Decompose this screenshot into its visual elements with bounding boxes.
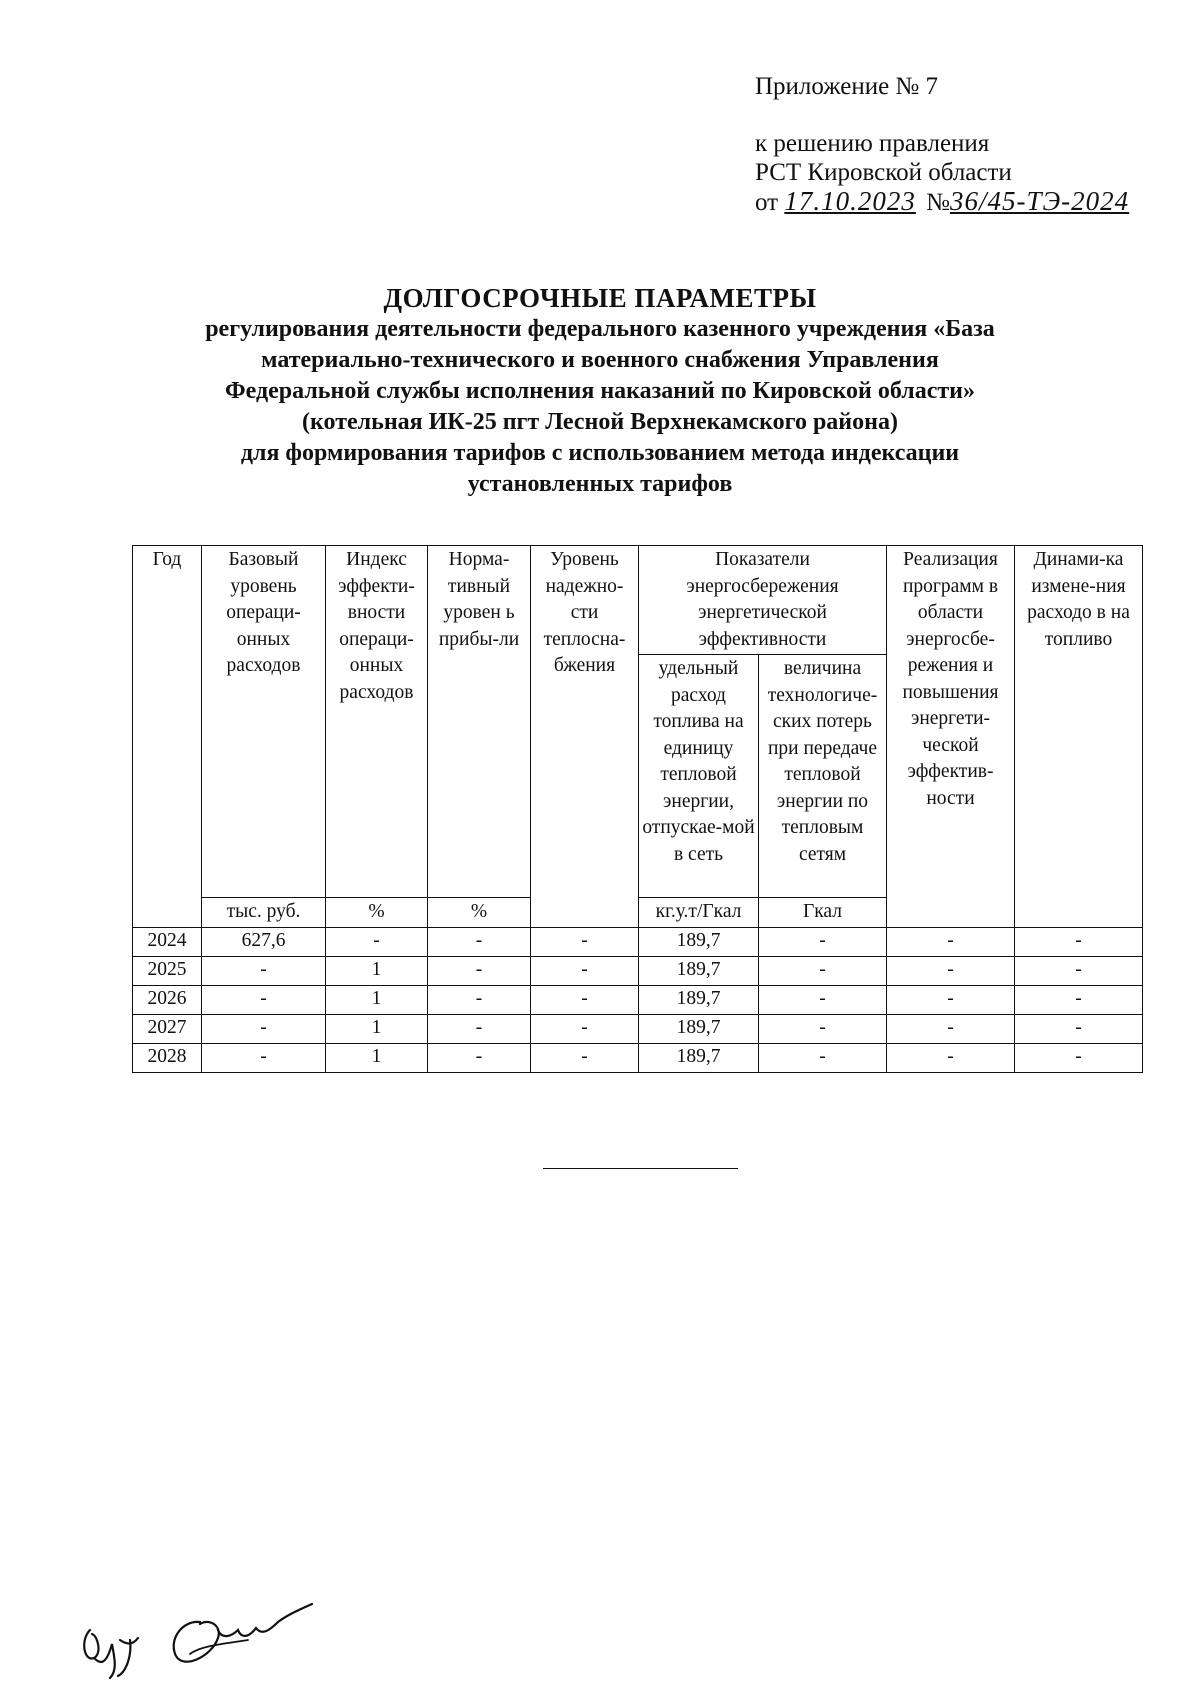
cell-programs: - [887,985,1015,1014]
cell-specific-fuel: 189,7 [639,956,759,985]
heading-line-6: установленных тарифов [467,471,733,497]
document-heading [120,282,1080,500]
cell-year: 2026 [133,985,202,1014]
heading-line-2: материально-технического и военного снабжения Управления [261,347,939,373]
cell-year: 2025 [133,956,202,985]
parameters-table [132,545,1143,1073]
unit-losses: Гкал [759,898,887,928]
cell-losses: - [759,985,887,1014]
header-programs: Реализация программ в области энергосбе-режения и повышения энергети-ческой эффектив-ности [887,546,1015,928]
cell-base-opex: - [202,956,326,985]
cell-reliability: - [531,1043,639,1072]
cell-specific-fuel: 189,7 [639,985,759,1014]
cell-specific-fuel: 189,7 [639,1043,759,1072]
cell-programs: - [887,956,1015,985]
cell-losses: - [759,927,887,956]
handwritten-date: 17.10.2023 [784,186,916,216]
annex-authority-line: РСТ Кировской области [755,159,1012,186]
document-title: ДОЛГОСРОЧНЫЕ ПАРАМЕТРЫ [383,283,817,313]
cell-base-opex: 627,6 [202,927,326,956]
cell-efficiency-index: 1 [326,985,428,1014]
cell-base-opex: - [202,985,326,1014]
cell-normative-profit: - [428,1043,531,1072]
annex-title: Приложение № 7 [755,73,939,100]
unit-specific-fuel: кг.у.т/Гкал [639,898,759,928]
table-header-row-1 [133,546,1143,655]
heading-line-1: регулирования деятельности федерального казенного учреждения «База [205,316,995,342]
cell-year: 2028 [133,1043,202,1072]
cell-reliability: - [531,956,639,985]
cell-fuel-dynamics: - [1015,985,1143,1014]
cell-efficiency-index: 1 [326,956,428,985]
heading-line-4: (котельная ИК-25 пгт Лесной Верхнекамского района) [302,409,898,435]
handwritten-signature [72,1600,352,1680]
cell-normative-profit: - [428,956,531,985]
table-row [133,927,1143,956]
cell-efficiency-index: 1 [326,1014,428,1043]
header-normative-profit: Норма-тивный уровен ь прибы-ли [428,546,531,898]
cell-losses: - [759,1014,887,1043]
heading-line-3: Федеральной службы исполнения наказаний по Кировской области» [225,378,975,404]
heading-line-5: для формирования тарифов с использованием метода индексации [240,440,960,466]
table-row [133,956,1143,985]
date-prefix: от [755,189,779,216]
cell-programs: - [887,927,1015,956]
cell-year: 2027 [133,1014,202,1043]
header-reliability: Уровень надежно-сти теплосна-бжения [531,546,639,928]
closing-divider [543,1168,738,1169]
unit-efficiency-index: % [326,898,428,928]
header-fuel-dynamics: Динами-ка измене-ния расходо в на топливо [1015,546,1143,928]
table-row [133,985,1143,1014]
cell-normative-profit: - [428,927,531,956]
cell-year: 2024 [133,927,202,956]
table-row [133,1043,1143,1072]
cell-fuel-dynamics: - [1015,927,1143,956]
cell-base-opex: - [202,1043,326,1072]
cell-specific-fuel: 189,7 [639,1014,759,1043]
cell-losses: - [759,956,887,985]
cell-efficiency-index: 1 [326,1043,428,1072]
cell-programs: - [887,1014,1015,1043]
number-prefix: № [926,189,950,216]
cell-normative-profit: - [428,1014,531,1043]
header-energy-saving-group: Показатели энергосбережения энергетической эффективности [639,546,887,655]
header-year: Год [133,546,202,928]
cell-losses: - [759,1043,887,1072]
cell-fuel-dynamics: - [1015,956,1143,985]
annex-date-line [755,187,1129,217]
unit-normative-profit: % [428,898,531,928]
cell-specific-fuel: 189,7 [639,927,759,956]
cell-base-opex: - [202,1014,326,1043]
cell-reliability: - [531,985,639,1014]
cell-programs: - [887,1043,1015,1072]
cell-fuel-dynamics: - [1015,1043,1143,1072]
cell-fuel-dynamics: - [1015,1014,1143,1043]
cell-reliability: - [531,1014,639,1043]
annex-decision-line: к решению правления [755,130,990,157]
cell-normative-profit: - [428,985,531,1014]
header-losses: величина технологиче-ских потерь при передаче тепловой энергии по тепловым сетям [759,655,887,898]
header-specific-fuel: удельный расход топлива на единицу тепловой энергии, отпускае-мой в сеть [639,655,759,898]
annex-block [755,72,1129,217]
table-row [133,1014,1143,1043]
cell-efficiency-index: - [326,927,428,956]
header-base-opex: Базовый уровень операци-онных расходов [202,546,326,898]
cell-reliability: - [531,927,639,956]
handwritten-number: 36/45-ТЭ-2024 [949,186,1130,216]
header-efficiency-index: Индекс эффекти-вности операци-онных расходов [326,546,428,898]
unit-base-opex: тыс. руб. [202,898,326,928]
